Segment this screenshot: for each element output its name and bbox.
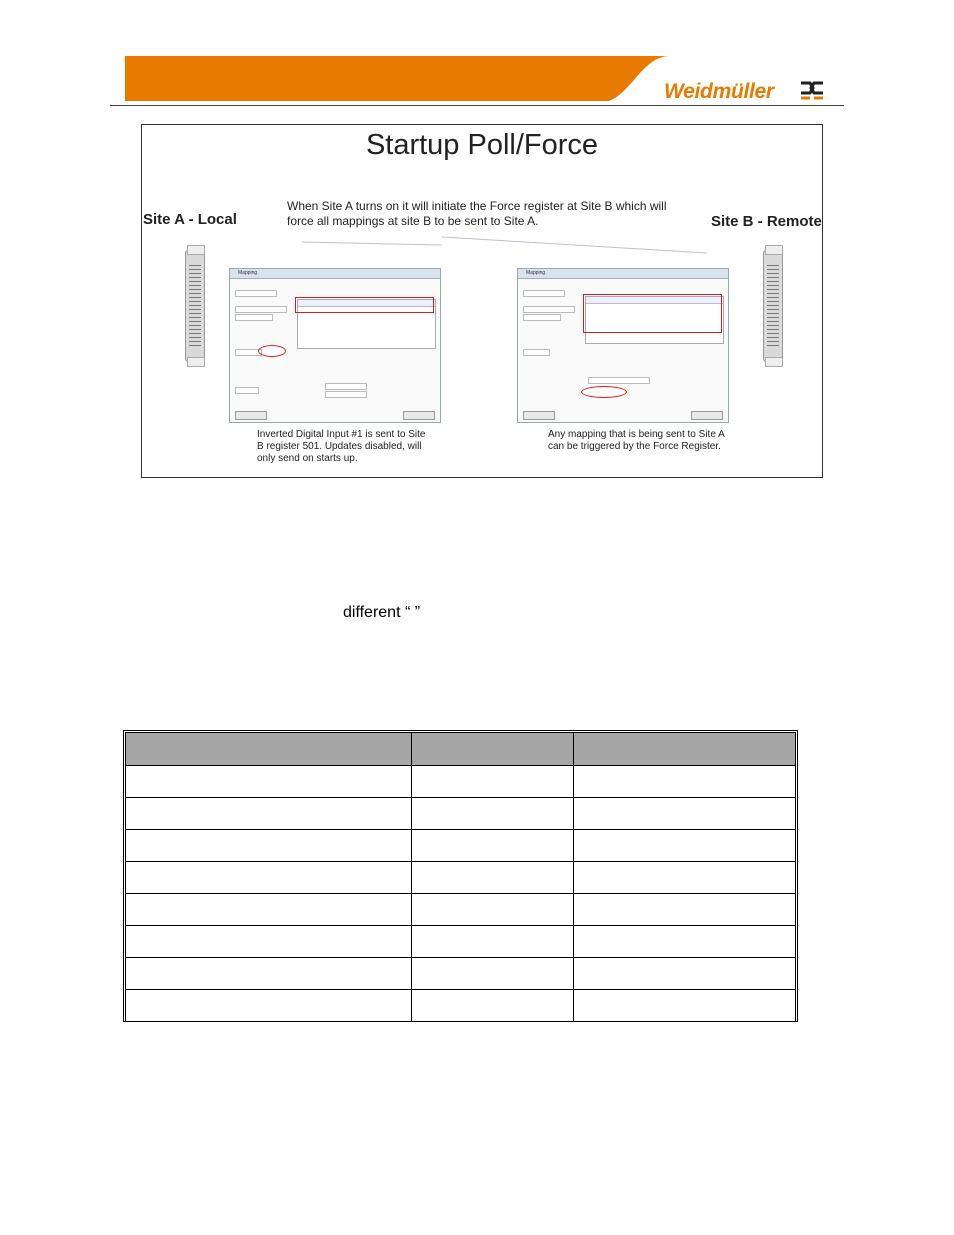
table-cell [126,958,412,990]
table-cell [126,990,412,1022]
right-mapping-window [517,268,729,423]
table-cell [412,990,574,1022]
table-cell [574,862,796,894]
table-cell [126,894,412,926]
table-cell [126,926,412,958]
right-force-register-highlight [581,386,627,398]
left-window-caption: Inverted Digital Input #1 is sent to Site B register 501. Updates disabled, will only send on starts up. [257,429,426,464]
table-row [126,862,796,894]
left-mapping-window [229,268,441,423]
table-cell [126,830,412,862]
startup-poll-force-figure [141,124,823,478]
table-cell [574,926,796,958]
brand-logo-text: Weidmüller [664,80,774,103]
right-window-caption: Any mapping that is being sent to Site A can be triggered by the Force Register. [548,429,725,452]
register-table [123,730,798,1022]
table-row [126,990,796,1022]
table-cell [574,798,796,830]
right-mapping-highlight [583,294,722,333]
site-b-label: Site B - Remote [711,213,822,230]
table-row [126,926,796,958]
right-window-title: Mapping [518,269,728,279]
site-b-device-icon [763,250,783,362]
table-cell [412,830,574,862]
table-cell [412,926,574,958]
table-row [126,830,796,862]
weidmuller-logo-mark-icon [799,80,825,102]
body-text-fragment: different “ ” [343,604,421,621]
left-mapping-highlight [295,297,434,313]
table-cell [574,894,796,926]
table-row [126,798,796,830]
table-cell [126,862,412,894]
table-cell [412,894,574,926]
table-cell [412,798,574,830]
header-rule [110,105,844,106]
table-cell [412,766,574,798]
table-row [126,894,796,926]
table-cell [126,798,412,830]
table-cell [412,862,574,894]
table-cell [574,958,796,990]
table-row [126,766,796,798]
table-header-row [126,733,796,766]
table-row [126,958,796,990]
table-cell [574,990,796,1022]
left-enable-highlight [258,345,286,357]
left-window-title: Mapping [230,269,440,279]
slide-title: Startup Poll/Force [365,129,599,161]
site-a-device-icon [185,250,205,362]
table-header-cell [412,733,574,766]
table-cell [574,766,796,798]
table-cell [574,830,796,862]
slide-description: When Site A turns on it will initiate the Force register at Site B which will force all mappings at site B to be sent to Site A. [287,199,667,228]
table-header-cell [126,733,412,766]
table-cell [412,958,574,990]
table-cell [126,766,412,798]
table-header-cell [574,733,796,766]
site-a-label: Site A - Local [143,211,237,228]
